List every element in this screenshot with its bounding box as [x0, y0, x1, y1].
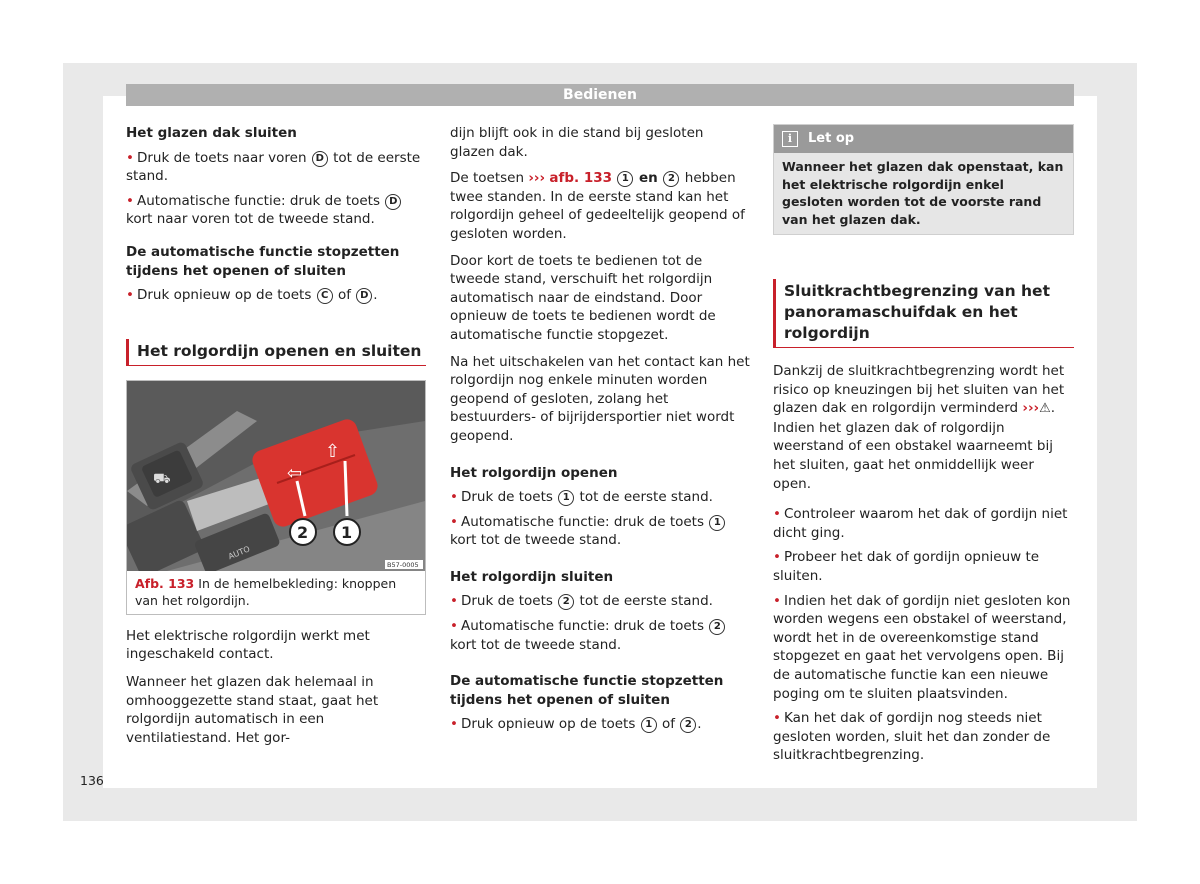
- bullet-dot: •: [773, 592, 781, 609]
- figure-133: [126, 380, 426, 615]
- reference-arrows-icon: ›››: [1022, 400, 1040, 417]
- note-body: Wanneer het glazen dak openstaat, kan het elektrische rolgordijn enkel gesloten worden tot de voorste rand van het glazen dak.: [782, 159, 1064, 227]
- key-2-icon: 2: [680, 717, 696, 733]
- bullet-item: • Kan het dak of gordijn nog steeds niet gesloten worden, sluit het dan zonder de sluitkrachtbegrenzing.: [773, 710, 1051, 764]
- key-1-icon: 1: [641, 717, 657, 733]
- note-box: [773, 124, 1074, 235]
- key-1-icon: 1: [558, 490, 574, 506]
- bullet-dot: •: [450, 593, 458, 610]
- key-2-icon: 2: [663, 171, 679, 187]
- callout-2: 2: [297, 522, 309, 542]
- key-2-icon: 2: [709, 619, 725, 635]
- key-c-icon: C: [317, 288, 333, 304]
- info-icon: i: [782, 131, 798, 147]
- subheading-close-blind: Het rolgordijn sluiten: [450, 568, 614, 585]
- reference-arrows-icon: ›››: [528, 170, 546, 187]
- figure-code: B57-0005: [387, 560, 419, 569]
- bullet-item: • Druk opnieuw op de toets C of D .: [126, 287, 378, 304]
- paragraph: dijn blijft ook in die stand bij gesloten glazen dak.: [450, 125, 704, 160]
- bullet-item: • Druk de toets 1 tot de eerste stand.: [450, 489, 713, 506]
- paragraph: Dankzij de sluitkrachtbegrenzing wordt het risico op kneuzingen bij het sluiten van het glazen dak en rolgordijn verminderd ›››⚠. Indien het glazen dak of rolgordijn weerstand of een obstakel waarneemt bij het sluiten, gaat het onmiddellijk weer open.: [773, 363, 1065, 492]
- arrow-open-icon: ⇦: [287, 462, 303, 484]
- key-1-icon: 1: [709, 515, 725, 531]
- paragraph: Wanneer het glazen dak helemaal in omhooggezette stand staat, gaat het rolgordijn automatisch in een ventilatiestand. Het gor-: [126, 673, 379, 746]
- bullet-dot: •: [450, 716, 458, 733]
- subheading-stop-auto: De automatische functie stopzetten tijdens het openen of sluiten: [126, 243, 400, 279]
- subheading-open-blind: Het rolgordijn openen: [450, 464, 618, 481]
- subheading-close-roof: Het glazen dak sluiten: [126, 125, 297, 141]
- callout-1: 1: [341, 522, 353, 542]
- paragraph: Het elektrische rolgordijn werkt met ingeschakeld contact.: [126, 627, 370, 663]
- bullet-dot: •: [450, 618, 458, 635]
- key-d-icon: D: [356, 288, 372, 304]
- bullet-item: • Automatische functie: druk de toets D kort naar voren tot de tweede stand.: [126, 192, 426, 229]
- section-title-force-limiter: Sluitkrachtbegrenzing van het panoramaschuifdak en het rolgordijn: [773, 279, 1074, 348]
- bullet-item: • Probeer het dak of gordijn opnieuw te sluiten.: [773, 549, 1040, 584]
- bullet-dot: •: [450, 489, 458, 506]
- bullet-item: • Druk de toets naar voren D tot de eerste stand.: [126, 149, 421, 185]
- paragraph: Door kort de toets te bedienen tot de tweede stand, verschuift het rolgordijn automatisch naar de eindstand. Door opnieuw de toets te bedienen wordt de automatische functie stopgezet.: [450, 252, 716, 343]
- bullet-dot: •: [773, 710, 781, 727]
- arrow-close-icon: ⇧: [325, 440, 341, 462]
- warning-triangle-icon: ⚠: [1039, 401, 1051, 417]
- subheading-stop-auto: De automatische functie stopzetten tijdens het openen of sluiten: [450, 673, 724, 708]
- page-number: 136: [80, 773, 104, 788]
- bullet-dot: •: [126, 149, 134, 166]
- key-1-icon: 1: [617, 171, 633, 187]
- roof-console-illustration: [127, 381, 425, 571]
- column-2: [450, 124, 750, 740]
- bullet-dot: •: [773, 549, 781, 566]
- figure-caption: Afb. 133 In de hemelbekleding: knoppen van het rolgordijn.: [135, 575, 397, 608]
- paragraph: Na het uitschakelen van het contact kan het rolgordijn nog enkele minuten worden geopend of gesloten, zolang het bestuurders- of bijrijdersportier niet wordt geopend.: [450, 353, 750, 444]
- bullet-item: • Indien het dak of gordijn niet gesloten kon worden wegens een obstakel of weerstand, wordt het in de overeenkomstige stand stopgezet en gaat het vervolgens open. Bij de automatische functie kan een nieuwe poging om te sluiten plaatsvinden.: [773, 592, 1071, 702]
- bullet-item: • Druk de toets 2 tot de eerste stand.: [450, 593, 713, 610]
- key-2-icon: 2: [558, 594, 574, 610]
- bullet-dot: •: [773, 506, 781, 523]
- auto-switch-label: AUTO: [226, 544, 252, 561]
- key-d-icon: D: [312, 151, 328, 167]
- key-d-icon: D: [385, 194, 401, 210]
- section-title-blind: Het rolgordijn openen en sluiten: [126, 339, 426, 366]
- figure-reference-link[interactable]: afb. 133: [549, 170, 612, 187]
- column-3: [773, 124, 1074, 771]
- paragraph: De toetsen ››› afb. 133 1 en 2 hebben twee standen. In de eerste stand kan het rolgordijn geheel of gedeeltelijk geopend of gesloten worden.: [450, 170, 745, 242]
- bullet-item: • Druk opnieuw op de toets 1 of 2 .: [450, 716, 702, 733]
- car-icon: ⛟: [153, 470, 171, 487]
- bullet-dot: •: [126, 287, 134, 304]
- bullet-item: • Automatische functie: druk de toets 1 kort tot de tweede stand.: [450, 513, 750, 550]
- chapter-header: Bedienen: [126, 84, 1074, 106]
- note-header: i Let op: [774, 125, 1073, 153]
- bullet-dot: •: [450, 513, 458, 530]
- column-1: [126, 124, 426, 755]
- bullet-dot: •: [126, 192, 134, 209]
- bullet-item: • Controleer waarom het dak of gordijn niet dicht ging.: [773, 506, 1068, 541]
- bullet-item: • Automatische functie: druk de toets 2 kort tot de tweede stand.: [450, 617, 750, 654]
